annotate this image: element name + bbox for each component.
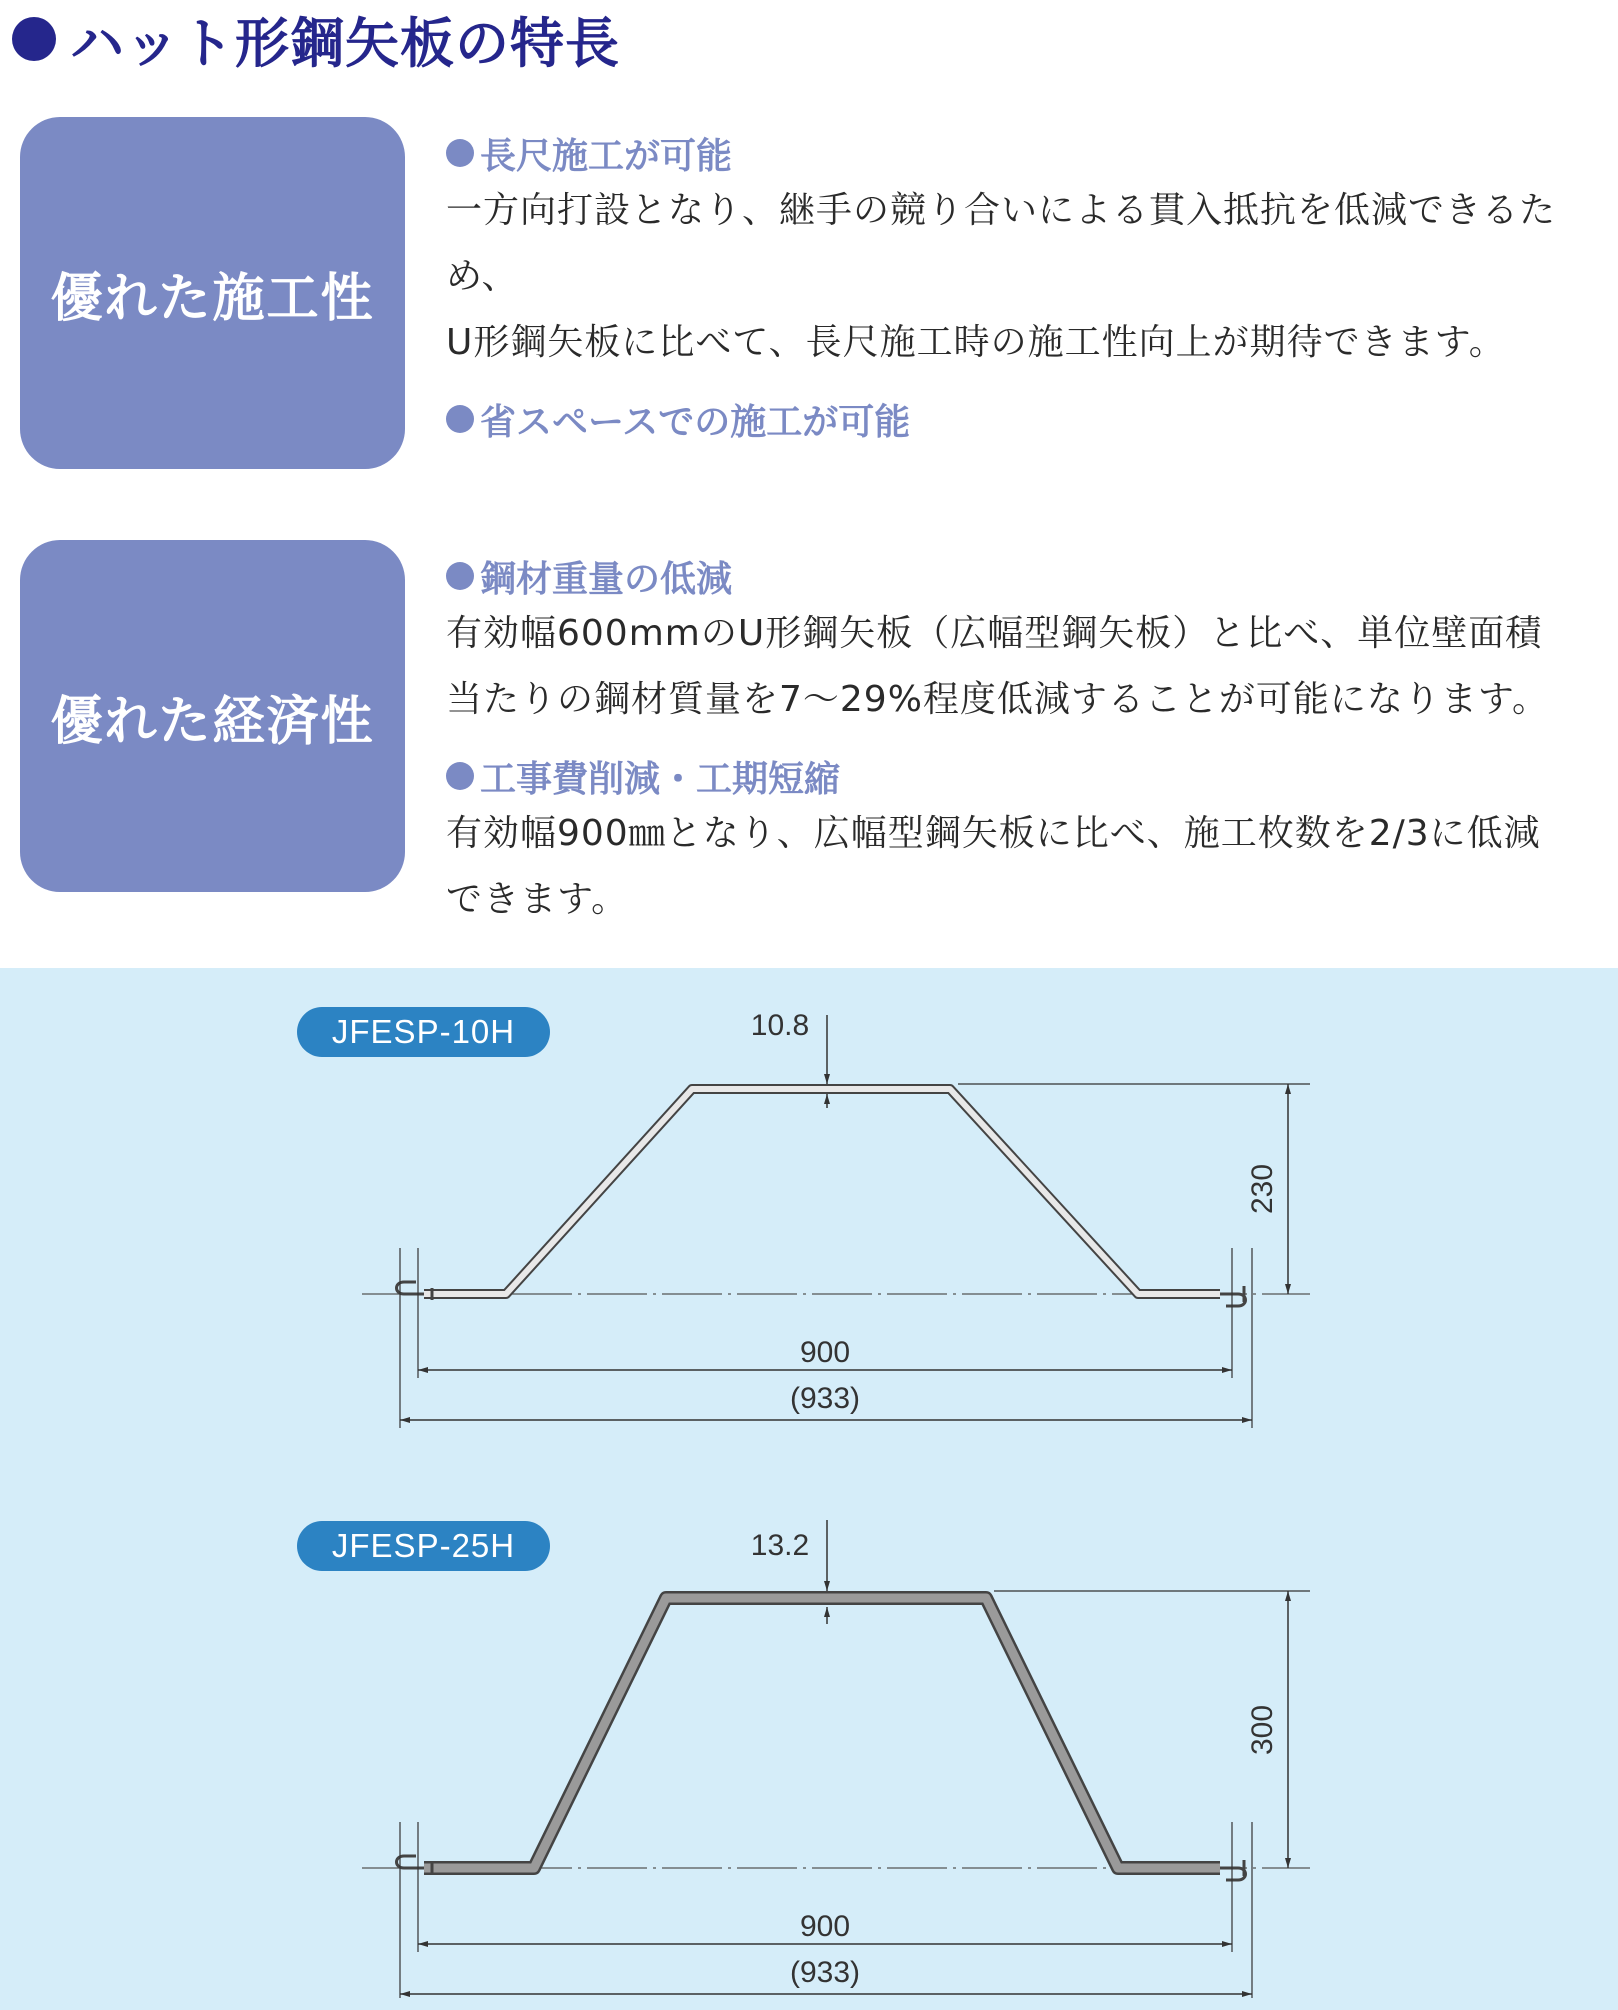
description-line: 有効幅600mmのU形鋼矢板（広幅型鋼矢板）と比べ、単位壁面積 xyxy=(446,613,1543,654)
description-line: 有効幅900㎜となり、広幅型鋼矢板に比べ、施工枚数を2/3に低減 xyxy=(446,813,1541,854)
right-interlock xyxy=(1220,1286,1246,1306)
feature-heading-text: 長尺施工が可能 xyxy=(480,135,733,177)
height-label: 230 xyxy=(1246,1163,1279,1215)
effective-width-label: 900 xyxy=(799,1910,851,1943)
overall-width-label: (933) xyxy=(789,1956,861,1989)
effective-width-label: 900 xyxy=(799,1336,851,1369)
hat-profile-inner xyxy=(424,1089,1220,1294)
profile-drawing-10h xyxy=(362,1009,1310,1428)
description-line: 一方向打設となり、継手の競り合いによる貫入抵抗を低減できるため、 xyxy=(446,190,1557,297)
category-label: 優れた施工性 xyxy=(50,268,375,329)
category-card-economy xyxy=(20,540,405,892)
feature-heading-text: 鋼材重量の低減 xyxy=(480,558,733,600)
feature-heading-text: 省スペースでの施工が可能 xyxy=(480,401,911,443)
category-label: 優れた経済性 xyxy=(50,691,375,752)
thickness-label: 13.2 xyxy=(750,1529,810,1562)
feature-section-construction xyxy=(446,128,1606,444)
bullet-icon xyxy=(446,139,474,167)
profile-name: JFESP-10H xyxy=(331,1013,516,1050)
bullet-icon xyxy=(446,562,474,590)
title-bullet-icon xyxy=(12,17,56,61)
feature-description xyxy=(446,801,1606,933)
feature-heading-text: 工事費削減・工期短縮 xyxy=(480,758,841,800)
profile-drawings xyxy=(0,968,1618,2010)
bullet-icon xyxy=(446,405,474,433)
hat-profile xyxy=(424,1089,1220,1294)
feature-description xyxy=(446,178,1606,376)
hat-profile-inner xyxy=(424,1598,1220,1868)
category-card-construction xyxy=(20,117,405,469)
profile-diagram-panel xyxy=(0,968,1618,2010)
height-label: 300 xyxy=(1246,1704,1279,1756)
feature-heading xyxy=(446,394,1606,444)
right-interlock xyxy=(1220,1860,1246,1880)
overall-width-label: (933) xyxy=(789,1382,861,1415)
feature-heading xyxy=(446,751,1606,801)
bullet-icon xyxy=(446,762,474,790)
thickness-label: 10.8 xyxy=(750,1009,810,1042)
description-line: U形鋼矢板に比べて、長尺施工時の施工性向上が期待できます。 xyxy=(446,322,1506,363)
feature-section-economy xyxy=(446,551,1606,933)
page-title xyxy=(12,4,620,74)
profile-drawing-25h xyxy=(362,1520,1310,1998)
description-line: できます。 xyxy=(446,879,629,920)
page-title-text: ハット形鋼矢板の特長 xyxy=(70,11,620,75)
profile-name: JFESP-25H xyxy=(331,1527,516,1564)
feature-heading xyxy=(446,551,1606,601)
description-line: 当たりの鋼材質量を7～29%程度低減することが可能になります。 xyxy=(446,679,1550,720)
feature-description xyxy=(446,601,1606,733)
feature-heading xyxy=(446,128,1606,178)
